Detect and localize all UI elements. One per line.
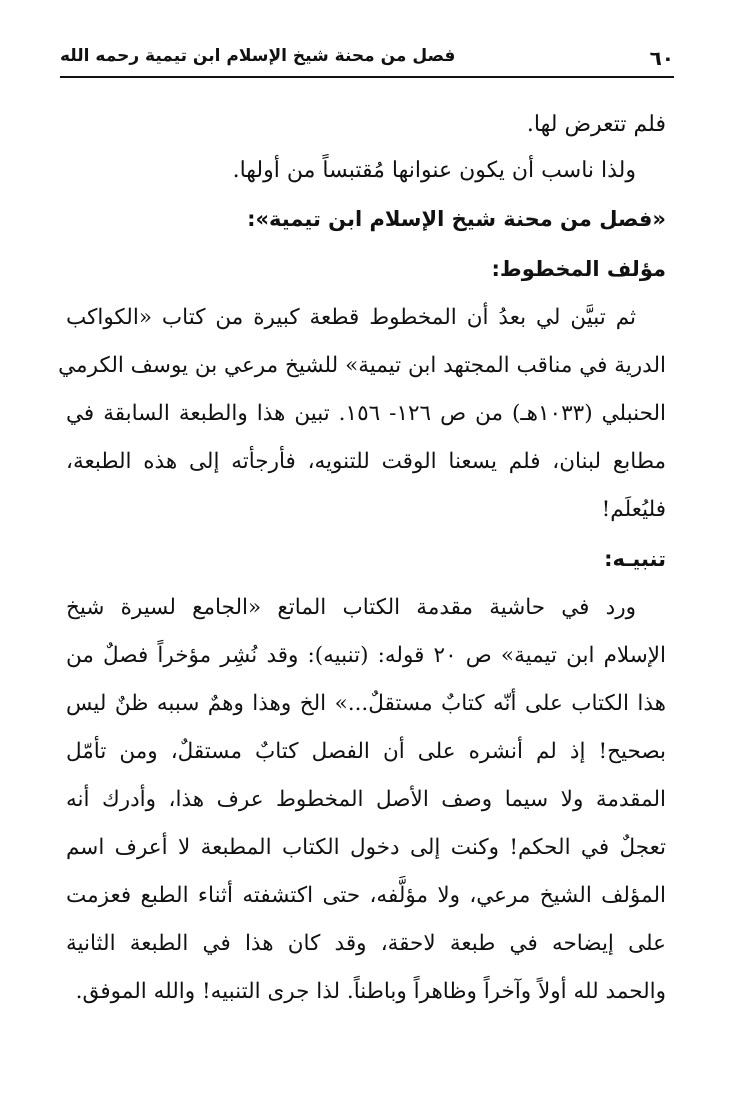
intro-line-2: ولذا ناسب أن يكون عنوانها مُقتبساً من أولها. [232,158,636,183]
page-header [60,40,674,78]
author-heading: مؤلف المخطوط: [491,257,666,281]
intro-line-1: فلم تتعرض لها. [526,112,666,137]
note-line-7: المؤلف الشيخ مرعي، ولا مؤلَّفه، حتى اكتشفته أثناء الطبع فعزمت [66,883,666,908]
note-line-1: ورد في حاشية مقدمة الكتاب الماتع «الجامع لسيرة شيخ [66,595,636,620]
note-line-8: على إيضاحه في طبعة لاحقة، وقد كان هذا في الطبعة الثانية [66,931,666,956]
note-line-3: هذا الكتاب على أنّه كتابٌ مستقلٌ...» الخ وهذا وهمٌ سببه ظنٌ ليس [66,691,666,716]
note-line-4: بصحيح! إذ لم أنشره على أن الفصل كتابٌ مستقلٌ، ومن تأمّل [66,739,666,764]
author-line-5: فليُعلَم! [601,497,666,522]
page-number: ٦٠ [649,46,674,70]
section-title: «فصل من محنة شيخ الإسلام ابن تيمية»: [247,207,666,231]
page-body [58,102,667,1016]
author-line-2: الدرية في مناقب المجتهد ابن تيمية» للشيخ مرعي بن يوسف الكرمي [58,353,666,378]
note-line-9: والحمد لله أولاً وآخراً وظاهراً وباطناً. لذا جرى التنبيه! والله الموفق. [75,979,666,1004]
note-line-2: الإسلام ابن تيمية» ص ٢٠ قوله: (تنبيه): وقد نُشِر مؤخراً فصلٌ من [66,643,666,668]
note-line-6: تعجلٌ في الحكم! وكنت إلى دخول الكتاب المطبعة لا أعرف اسم [66,835,666,860]
author-line-4: مطابع لبنان، فلم يسعنا الوقت للتنويه، فأرجأته إلى هذه الطبعة، [66,449,666,474]
author-line-1: ثم تبيَّن لي بعدُ أن المخطوط قطعة كبيرة من كتاب «الكواكب [66,305,636,330]
running-title: فصل من محنة شيخ الإسلام ابن تيمية رحمه الله [60,46,456,66]
note-line-5: المقدمة ولا سيما وصف الأصل المخطوط عرف هذا، وأدرك أنه [66,787,666,812]
author-line-3: الحنبلي (١٠٣٣هـ) من ص ١٢٦- ١٥٦. تبين هذا والطبعة السابقة في [66,401,667,426]
note-paragraph [66,584,666,1016]
note-heading: تنبيـه: [604,547,666,571]
author-paragraph [58,294,667,534]
